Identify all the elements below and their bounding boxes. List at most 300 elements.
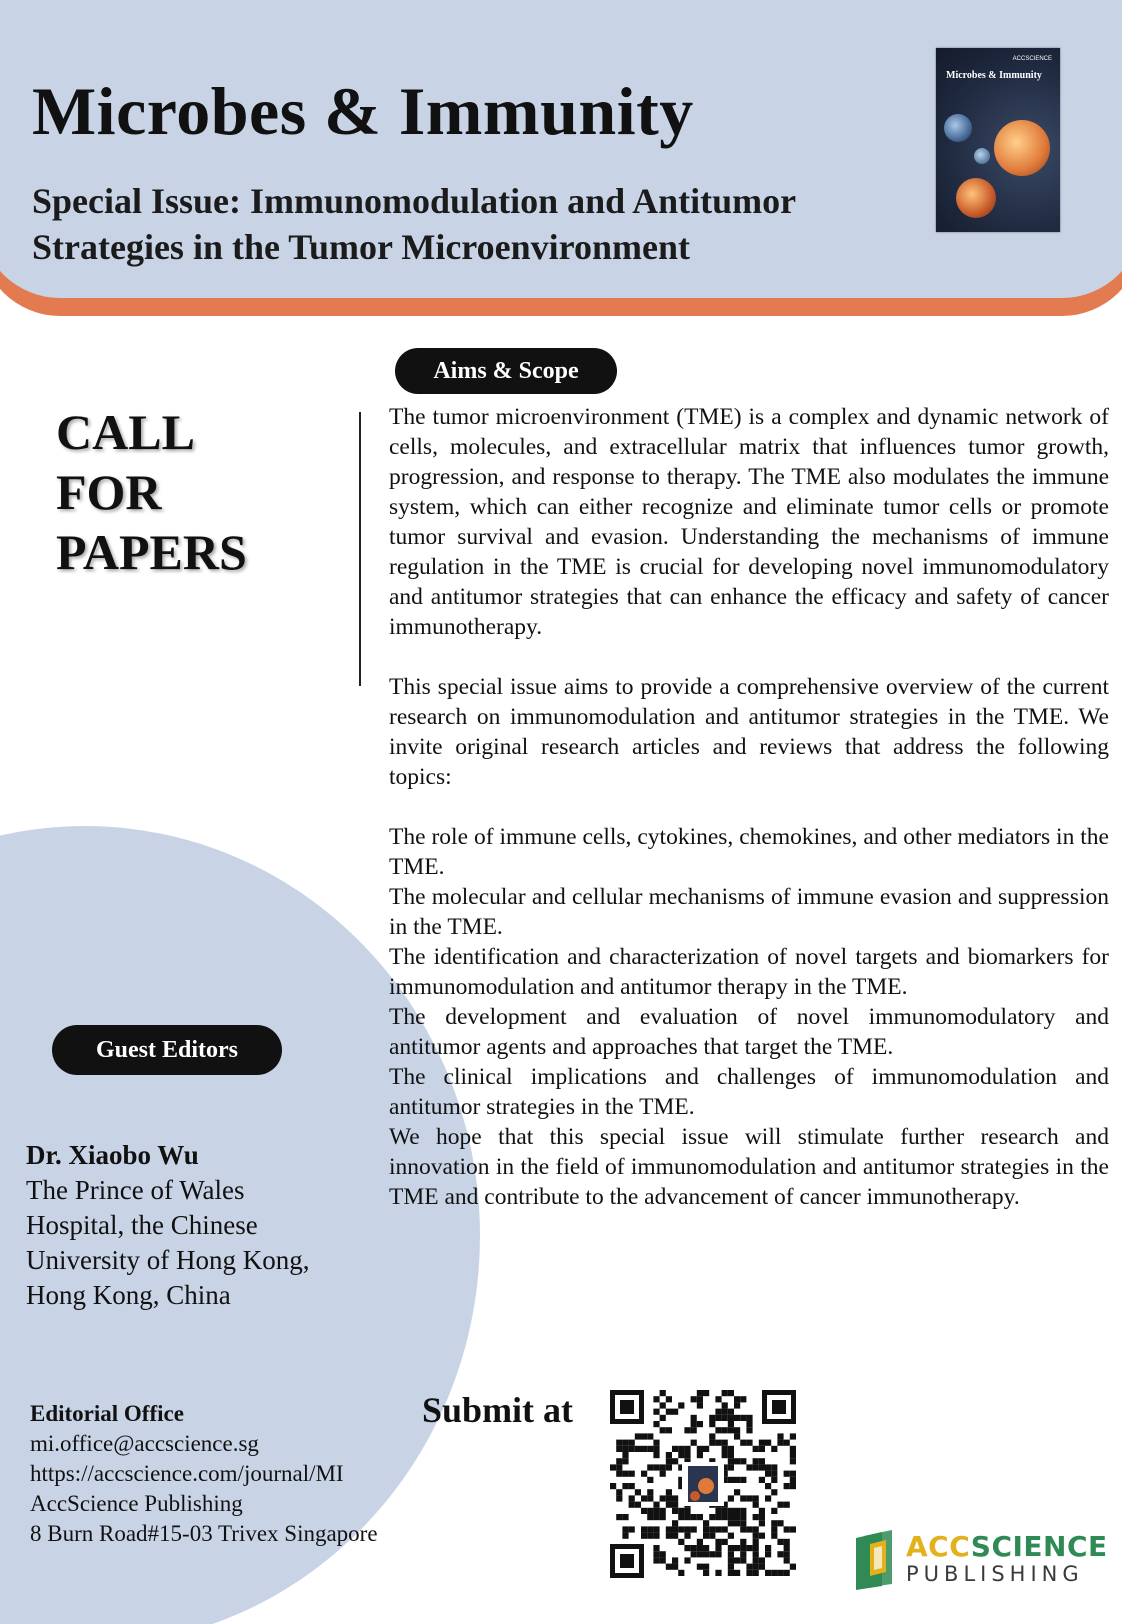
qr-module [784,1471,790,1477]
qr-module [753,1539,759,1545]
qr-module [771,1533,777,1539]
qr-module [622,1446,628,1452]
qr-module [691,1440,697,1446]
qr-module [715,1396,721,1402]
qr-module [666,1458,672,1464]
qr-module [647,1514,653,1520]
qr-module [715,1570,721,1576]
qr-module [722,1452,728,1458]
qr-module [691,1421,697,1427]
qr-module [622,1471,628,1477]
qr-module [660,1514,666,1520]
qr-module [684,1514,690,1520]
qr-module [641,1446,647,1452]
qr-module [647,1477,653,1483]
qr-module [722,1390,728,1396]
qr-module [610,1464,616,1470]
qr-module [765,1545,771,1551]
editor-affiliation-line: Hospital, the Chinese [26,1210,258,1240]
qr-module [722,1402,728,1408]
call-for-papers-word: PAPERS [56,524,247,580]
qr-module [709,1415,715,1421]
qr-module [728,1564,734,1570]
qr-module [616,1489,622,1495]
qr-module [629,1495,635,1501]
qr-module [734,1415,740,1421]
qr-module [722,1440,728,1446]
qr-module [759,1477,765,1483]
qr-module [790,1446,796,1452]
qr-module [777,1551,783,1557]
qr-module [660,1495,666,1501]
qr-module [672,1502,678,1508]
qr-module [691,1545,697,1551]
qr-module [740,1495,746,1501]
qr-module [765,1483,771,1489]
editorial-office [30,1399,378,1549]
virus-illustration [944,114,972,142]
call-for-papers-word: CALL [56,404,195,460]
qr-module [647,1446,653,1452]
qr-module [647,1489,653,1495]
qr-module [653,1409,659,1415]
qr-module [728,1464,734,1470]
qr-module [703,1520,709,1526]
qr-module [653,1421,659,1427]
qr-module [653,1464,659,1470]
qr-module [746,1495,752,1501]
qr-module [728,1390,734,1396]
qr-module [722,1508,728,1514]
qr-module [765,1440,771,1446]
qr-module [635,1489,641,1495]
qr-module [647,1433,653,1439]
qr-module [784,1440,790,1446]
qr-module [622,1526,628,1532]
qr-module [622,1440,628,1446]
accscience-publishing-logo [852,1528,1082,1592]
qr-module [697,1396,703,1402]
qr-module [722,1415,728,1421]
qr-module [777,1440,783,1446]
qr-module [715,1508,721,1514]
qr-module [622,1458,628,1464]
qr-module [629,1446,635,1452]
qr-module [635,1433,641,1439]
qr-module [629,1502,635,1508]
topic-item: The molecular and cellular mechanisms of immune evasion and suppression in the TME. [389,884,1109,940]
journal-url-link[interactable]: https://accscience.com/journal/MI [30,1461,344,1486]
qr-module [753,1514,759,1520]
qr-module [771,1570,777,1576]
topic-item: The identification and characterization of novel targets and biomarkers for immunomodulation and antitumor therapy in the TME. [389,944,1109,1000]
qr-module [691,1526,697,1532]
qr-module [753,1551,759,1557]
qr-module [703,1526,709,1532]
topic-item: The clinical implications and challenges of immunomodulation and antitumor strategies in the TME. [389,1064,1109,1120]
qr-module [728,1514,734,1520]
qr-module [709,1526,715,1532]
closing-paragraph: We hope that this special issue will stimulate further research and innovation in the field of immunomodulation and antitumor strategies in the TME and contribute to the advancement of cancer immunotherapy. [389,1124,1109,1210]
qr-module [629,1483,635,1489]
qr-module [765,1551,771,1557]
qr-module [666,1427,672,1433]
qr-module [697,1452,703,1458]
virus-illustration [956,178,996,218]
qr-module [678,1508,684,1514]
qr-module [765,1464,771,1470]
qr-module [715,1440,721,1446]
qr-module [777,1539,783,1545]
qr-module [790,1458,796,1464]
qr-module [759,1557,765,1563]
qr-module [666,1464,672,1470]
virus-illustration [974,148,990,164]
qr-module [790,1526,796,1532]
qr-module [666,1533,672,1539]
editor-name: Dr. Xiaobo Wu [26,1140,199,1170]
qr-module [616,1446,622,1452]
qr-module [641,1471,647,1477]
qr-module [740,1539,746,1545]
qr-module [622,1533,628,1539]
qr-module [709,1433,715,1439]
qr-module [703,1533,709,1539]
qr-module [759,1464,765,1470]
qr-module [684,1557,690,1563]
qr-module [759,1564,765,1570]
qr-module [722,1539,728,1545]
qr-module [697,1545,703,1551]
qr-module [629,1440,635,1446]
qr-module [660,1464,666,1470]
call-for-papers-heading [56,402,247,582]
qr-module [672,1458,678,1464]
qr-module [703,1570,709,1576]
qr-module [697,1564,703,1570]
special-issue-title: Special Issue: Immunomodulation and Antitumor Strategies in the Tumor Microenvironment [32,181,796,267]
qr-module [728,1533,734,1539]
qr-module [715,1514,721,1520]
qr-module [709,1533,715,1539]
guest-editor-info [26,1138,346,1313]
qr-module [753,1533,759,1539]
qr-module [790,1477,796,1483]
qr-module [790,1483,796,1489]
qr-module [753,1464,759,1470]
cover-publisher-mark: ACCSCIENCE [1012,56,1052,62]
qr-module [734,1520,740,1526]
qr-module [666,1495,672,1501]
qr-module [728,1415,734,1421]
qr-module [734,1396,740,1402]
qr-module [715,1526,721,1532]
qr-module [790,1452,796,1458]
invitation-paragraph: This special issue aims to provide a comprehensive overview of the current research on immunomodulation and antitumor strategies in the TME. We invite original research articles and reviews that address the following topics: [389,674,1109,790]
qr-module [666,1489,672,1495]
qr-module [771,1526,777,1532]
qr-module [728,1477,734,1483]
qr-module [703,1545,709,1551]
editorial-office-title: Editorial Office [30,1401,184,1426]
qr-module [777,1502,783,1508]
qr-module [647,1495,653,1501]
qr-module [746,1464,752,1470]
qr-module [740,1477,746,1483]
qr-module [734,1545,740,1551]
qr-module [740,1545,746,1551]
qr-module [666,1452,672,1458]
qr-module [697,1551,703,1557]
qr-module [647,1464,653,1470]
aims-scope-body [389,402,1109,1212]
qr-module [660,1415,666,1421]
qr-module [728,1557,734,1563]
qr-module [672,1446,678,1452]
qr-module [703,1390,709,1396]
qr-module [653,1440,659,1446]
qr-module [777,1433,783,1439]
qr-module [666,1396,672,1402]
qr-module [660,1390,666,1396]
qr-module [660,1427,666,1433]
qr-module [740,1514,746,1520]
qr-module [715,1551,721,1557]
qr-module [784,1570,790,1576]
qr-module [734,1557,740,1563]
qr-module [715,1415,721,1421]
qr-module [635,1502,641,1508]
qr-module [653,1514,659,1520]
qr-module [684,1526,690,1532]
qr-module [691,1396,697,1402]
qr-module [771,1520,777,1526]
qr-module [641,1508,647,1514]
qr-module [753,1570,759,1576]
qr-module [777,1520,783,1526]
qr-module [728,1508,734,1514]
qr-module [728,1409,734,1415]
qr-module [740,1396,746,1402]
editor-affiliation-line: Hong Kong, China [26,1280,231,1310]
qr-module [715,1409,721,1415]
qr-module [722,1514,728,1520]
qr-module [672,1495,678,1501]
qr-module [678,1452,684,1458]
qr-module [622,1452,628,1458]
qr-module [629,1526,635,1532]
topic-item: The role of immune cells, cytokines, chemokines, and other mediators in the TME. [389,824,1109,880]
qr-module [734,1570,740,1576]
submit-at-label: Submit at [422,1390,574,1430]
qr-module [734,1508,740,1514]
qr-module [734,1477,740,1483]
qr-module [740,1508,746,1514]
qr-module [765,1570,771,1576]
qr-module [734,1514,740,1520]
qr-module [784,1483,790,1489]
qr-module [678,1570,684,1576]
qr-module [672,1409,678,1415]
qr-module [734,1433,740,1439]
qr-module [753,1545,759,1551]
qr-module [684,1545,690,1551]
qr-module [722,1427,728,1433]
qr-module [660,1557,666,1563]
qr-module [784,1551,790,1557]
qr-module [771,1489,777,1495]
qr-module [622,1483,628,1489]
qr-module [672,1520,678,1526]
qr-module [759,1508,765,1514]
qr-module [691,1415,697,1421]
qr-module [697,1446,703,1452]
qr-module [771,1446,777,1452]
qr-module [759,1446,765,1452]
qr-module [666,1526,672,1532]
qr-module [678,1446,684,1452]
qr-module [728,1452,734,1458]
qr-module [746,1421,752,1427]
qr-module [734,1458,740,1464]
qr-module [647,1508,653,1514]
qr-module [784,1502,790,1508]
qr-module [728,1570,734,1576]
qr-module [678,1539,684,1545]
qr-module [746,1570,752,1576]
qr-module [684,1508,690,1514]
qr-module [678,1526,684,1532]
qr-module [728,1421,734,1427]
qr-module [666,1502,672,1508]
qr-module [734,1402,740,1408]
qr-module [722,1526,728,1532]
qr-module [728,1427,734,1433]
qr-module [610,1483,616,1489]
qr-module [765,1471,771,1477]
qr-module [703,1564,709,1570]
qr-module [629,1471,635,1477]
qr-module [740,1557,746,1563]
qr-module [759,1458,765,1464]
qr-module [641,1526,647,1532]
qr-module [666,1409,672,1415]
qr-module [653,1396,659,1402]
qr-module [759,1514,765,1520]
qr-module [616,1471,622,1477]
qr-module [728,1495,734,1501]
qr-module [697,1390,703,1396]
qr-module [684,1446,690,1452]
qr-module [753,1458,759,1464]
qr-module [740,1458,746,1464]
qr-module [653,1452,659,1458]
qr-module [746,1545,752,1551]
qr-module [740,1440,746,1446]
qr-module [784,1526,790,1532]
qr-module [765,1495,771,1501]
qr-module [740,1551,746,1557]
qr-module [653,1557,659,1563]
office-email-link[interactable]: mi.office@accscience.sg [30,1431,259,1456]
qr-module [709,1440,715,1446]
qr-module [647,1526,653,1532]
qr-module [790,1564,796,1570]
journal-cover-image[interactable] [936,48,1060,232]
qr-module [660,1508,666,1514]
qr-module [722,1446,728,1452]
qr-module [753,1446,759,1452]
qr-module [672,1508,678,1514]
qr-module [709,1514,715,1520]
qr-module [753,1495,759,1501]
qr-module [616,1458,622,1464]
qr-module [771,1471,777,1477]
qr-module [746,1440,752,1446]
qr-module [715,1545,721,1551]
qr-module [616,1495,622,1501]
qr-module [771,1464,777,1470]
qr-module [672,1533,678,1539]
qr-module [653,1533,659,1539]
qr-module [653,1526,659,1532]
qr-module [753,1564,759,1570]
qr-module [641,1433,647,1439]
qr-module [672,1526,678,1532]
qr-module [746,1415,752,1421]
qr-module [672,1557,678,1563]
qr-module [722,1409,728,1415]
submission-qr-code[interactable] [606,1386,800,1582]
qr-module [684,1533,690,1539]
qr-module [653,1502,659,1508]
qr-module [691,1551,697,1557]
qr-module [777,1570,783,1576]
qr-module [728,1458,734,1464]
qr-module [660,1402,666,1408]
qr-module [660,1471,666,1477]
qr-module [740,1415,746,1421]
qr-module [715,1539,721,1545]
qr-module [728,1520,734,1526]
qr-module [728,1545,734,1551]
qr-module [697,1539,703,1545]
qr-module [635,1446,641,1452]
qr-module [691,1427,697,1433]
virus-illustration [994,120,1050,176]
qr-module [703,1446,709,1452]
qr-module [678,1402,684,1408]
qr-module [790,1471,796,1477]
qr-module [759,1533,765,1539]
aims-scope-label: Aims & Scope [395,348,617,394]
qr-module [691,1514,697,1520]
topic-item: The development and evaluation of novel immunomodulatory and antitumor agents and approaches that target the TME. [389,1004,1109,1060]
publisher-name: AccScience Publishing [30,1491,243,1516]
logo-science: SCIENCE [970,1530,1108,1563]
qr-module [715,1427,721,1433]
qr-module [647,1533,653,1539]
qr-module [703,1551,709,1557]
guest-editors-label: Guest Editors [52,1025,282,1075]
call-for-papers-word: FOR [56,464,162,520]
qr-module [653,1551,659,1557]
qr-module [616,1514,622,1520]
qr-module [734,1427,740,1433]
qr-module [709,1421,715,1427]
qr-module [759,1520,765,1526]
qr-module [697,1402,703,1408]
